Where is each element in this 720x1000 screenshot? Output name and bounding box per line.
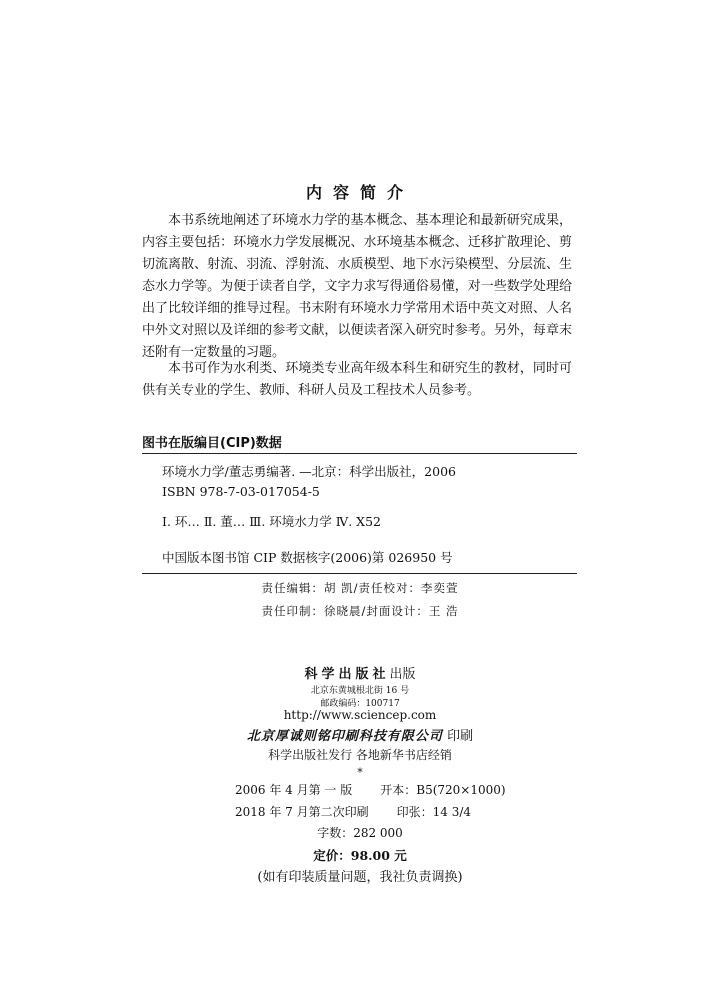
separator-asterisk: * [357, 766, 363, 779]
printing: 2018 年 7 月第二次印刷 [235, 805, 369, 819]
cip-isbn: ISBN 978-7-03-017054-5 [162, 484, 320, 499]
summary-paragraph-2: 本书可作为水利类、环境类专业高年级本科生和研究生的教材，同时可供有关专业的学生、教师、科研人员及工程技术人员参考。 [142, 361, 572, 398]
quality-notice: (如有印装质量问题，我社负责调换) [257, 870, 463, 885]
edition: 2006 年 4 月第 一 版 [235, 783, 353, 797]
summary-paragraph-1: 本书系统地阐述了环境水力学的基本概念、基本理论和最新研究成果，内容主要包括：环境水力学发展概况、水环境基本概念、迁移扩散理论、剪切流离散、射流、羽流、浮射流、水质模型、地下水污染模型、分层流、生态水力学等。为便于读者自学，文字力求写得通俗易懂，对一些数学处理给出了比较详细的推导过程。书末附有环境水力学常用术语中英文对照、人名中外文对照以及详细的参考文献，以便读者深入研究时参考。另外，每章末还附有一定数量的习题。 [142, 213, 572, 360]
summary-title: 内容简介 [305, 183, 414, 202]
book-format: 开本：B5(720×1000) [380, 783, 506, 797]
publisher-website: http://www.sciencep.com [283, 708, 437, 722]
cip-bottom-rule [142, 573, 577, 574]
publisher-suffix: 出版 [389, 667, 416, 682]
price-line [0, 846, 720, 864]
word-count: 字数：282 000 [317, 826, 403, 840]
cip-top-rule [142, 453, 577, 454]
price-value: 98.00 元 [350, 848, 407, 863]
printer-name: 北京厚诚则铭印刷科技有限公司 [246, 729, 443, 744]
cip-title-line: 环境水力学/董志勇编著. —北京：科学出版社，2006 [162, 464, 456, 479]
publisher-line [0, 663, 720, 682]
publisher-postcode: 邮政编码：100717 [320, 699, 400, 709]
publisher-name: 科学出版社 [304, 667, 390, 682]
printer-line [0, 725, 720, 744]
cip-heading: 图书在版编目(CIP)数据 [142, 436, 282, 451]
publisher-address: 北京东黄城根北街 16 号 [310, 686, 410, 696]
distributor-line: 科学出版社发行 各地新华书店经销 [268, 748, 452, 762]
edition-format-line [235, 781, 506, 798]
cip-record-number: 中国版本图书馆 CIP 数据核字(2006)第 026950 号 [162, 550, 453, 565]
printer-suffix: 印刷 [447, 729, 474, 744]
price-label: 定价： [313, 848, 351, 863]
editor-proofreader: 责任编辑：胡 凯/责任校对：李奕萱 [261, 581, 459, 595]
cip-classification: Ⅰ. 环… Ⅱ. 董… Ⅲ. 环境水力学 Ⅳ. X52 [162, 514, 381, 529]
printing-cover-design: 责任印制：徐晓晨/封面设计：王 浩 [261, 604, 459, 618]
sheets: 印张：14 3/4 [396, 805, 472, 819]
printing-sheets-line [235, 803, 471, 820]
